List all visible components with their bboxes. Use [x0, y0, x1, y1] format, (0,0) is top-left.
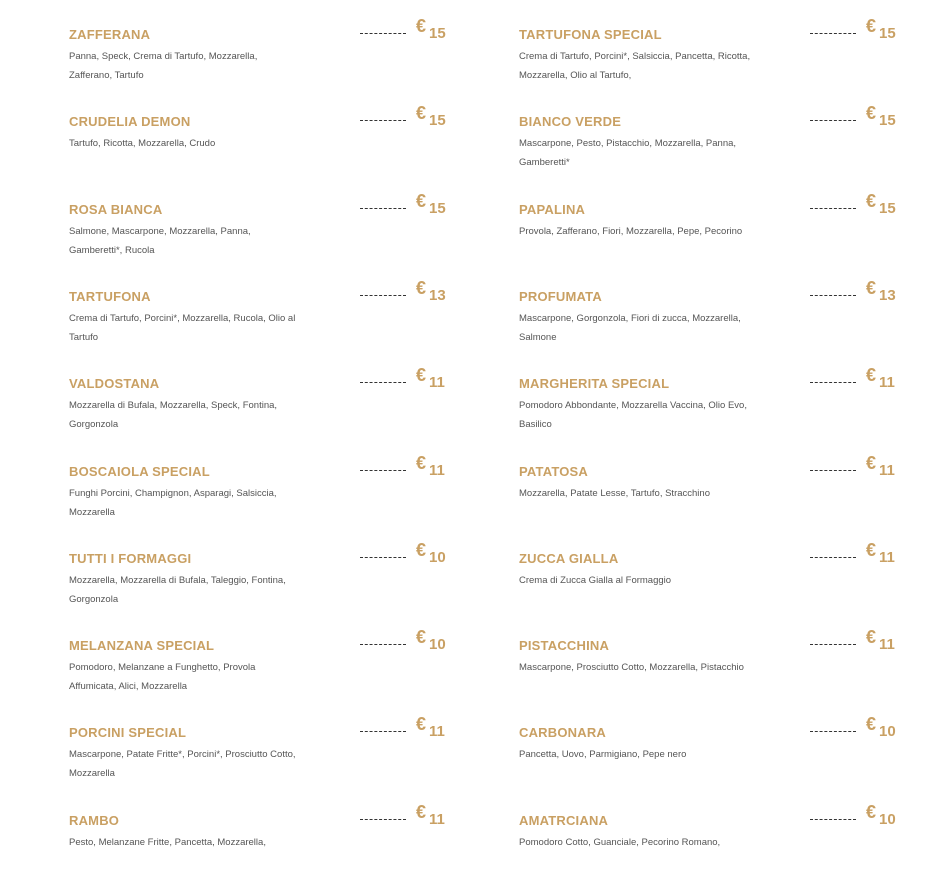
item-price	[416, 278, 446, 304]
price-amount: 11	[429, 723, 445, 740]
item-price	[416, 627, 446, 653]
item-ingredients: Pesto, Melanzane Fritte, Pancetta, Mozzarella,	[69, 837, 266, 848]
euro-symbol: €	[416, 16, 427, 36]
item-ingredients: Mozzarella di Bufala, Mozzarella, Speck, Fontina, Gorgonzola	[69, 400, 278, 430]
item-name: CRUDELIA DEMON	[69, 114, 191, 129]
euro-symbol: €	[416, 365, 427, 385]
price-leader-dots	[360, 557, 406, 558]
price-leader-dots	[360, 470, 406, 471]
item-price	[866, 627, 895, 653]
price-amount: 11	[879, 549, 895, 566]
item-name: PROFUMATA	[519, 289, 602, 304]
euro-symbol: €	[866, 191, 877, 211]
item-ingredients: Mascarpone, Patate Fritte*, Porcini*, Prosciutto Cotto, Mozzarella	[69, 749, 296, 779]
item-ingredients: Pancetta, Uovo, Parmigiano, Pepe nero	[519, 749, 687, 760]
euro-symbol: €	[866, 16, 877, 36]
euro-symbol: €	[866, 714, 877, 734]
price-leader-dots	[810, 382, 856, 383]
menu-item	[519, 278, 919, 369]
item-price	[866, 365, 895, 391]
price-amount: 15	[879, 25, 896, 42]
euro-symbol: €	[416, 714, 427, 734]
item-price	[416, 802, 445, 828]
price-leader-dots	[810, 731, 856, 732]
menu-item	[69, 365, 469, 456]
price-leader-dots	[360, 819, 406, 820]
euro-symbol: €	[416, 540, 427, 560]
item-price	[416, 103, 446, 129]
item-ingredients: Funghi Porcini, Champignon, Asparagi, Salsiccia, Mozzarella	[69, 488, 277, 518]
item-price	[866, 191, 896, 217]
item-price	[866, 278, 896, 304]
item-name: PISTACCHINA	[519, 638, 610, 653]
price-leader-dots	[810, 208, 856, 209]
item-name: TUTTI I FORMAGGI	[69, 551, 192, 566]
price-amount: 15	[879, 112, 896, 129]
price-amount: 15	[429, 200, 446, 217]
item-ingredients: Mozzarella, Patate Lesse, Tartufo, Stracchino	[519, 488, 710, 499]
price-amount: 11	[429, 811, 445, 828]
item-price	[866, 802, 896, 828]
item-name: RAMBO	[69, 813, 120, 828]
menu-item	[69, 453, 469, 544]
price-leader-dots	[810, 819, 856, 820]
euro-symbol: €	[416, 278, 427, 298]
item-name: ZUCCA GIALLA	[519, 551, 619, 566]
item-ingredients: Crema di Zucca Gialla al Formaggio	[519, 575, 672, 586]
price-amount: 15	[429, 25, 446, 42]
item-ingredients: Crema di Tartufo, Porcini*, Salsiccia, Pancetta, Ricotta, Mozzarella, Olio al Tartufo,	[519, 51, 751, 81]
menu-item	[69, 540, 469, 631]
item-ingredients: Pomodoro Cotto, Guanciale, Pecorino Romano,	[519, 837, 721, 848]
item-name: MELANZANA SPECIAL	[69, 638, 215, 653]
item-name: BOSCAIOLA SPECIAL	[69, 464, 210, 479]
price-leader-dots	[360, 120, 406, 121]
price-leader-dots	[360, 295, 406, 296]
item-ingredients: Crema di Tartufo, Porcini*, Mozzarella, Rucola, Olio al Tartufo	[69, 313, 296, 343]
item-ingredients: Mascarpone, Prosciutto Cotto, Mozzarella, Pistacchio	[519, 662, 744, 673]
price-leader-dots	[810, 33, 856, 34]
item-price	[416, 365, 445, 391]
price-amount: 13	[429, 287, 446, 304]
item-name: ROSA BIANCA	[69, 202, 163, 217]
item-ingredients: Tartufo, Ricotta, Mozzarella, Crudo	[69, 138, 216, 149]
menu-item	[519, 714, 919, 805]
price-amount: 10	[429, 636, 446, 653]
item-name: VALDOSTANA	[69, 376, 160, 391]
menu-item	[519, 540, 919, 631]
menu-item	[69, 802, 469, 893]
item-price	[866, 453, 895, 479]
item-price	[416, 714, 445, 740]
menu-item	[519, 365, 919, 456]
price-leader-dots	[810, 470, 856, 471]
menu-item	[519, 16, 919, 107]
price-amount: 10	[879, 811, 896, 828]
item-ingredients: Panna, Speck, Crema di Tartufo, Mozzarella, Zafferano, Tartufo	[69, 51, 258, 81]
menu-item	[519, 802, 919, 893]
price-amount: 15	[429, 112, 446, 129]
item-ingredients: Mascarpone, Gorgonzola, Fiori di zucca, Mozzarella, Salmone	[519, 313, 741, 343]
item-name: TARTUFONA SPECIAL	[519, 27, 662, 42]
item-price	[866, 540, 895, 566]
menu-item	[519, 627, 919, 718]
price-amount: 15	[879, 200, 896, 217]
price-amount: 13	[879, 287, 896, 304]
item-name: BIANCO VERDE	[519, 114, 622, 129]
item-name: TARTUFONA	[69, 289, 151, 304]
price-leader-dots	[360, 382, 406, 383]
item-price	[866, 103, 896, 129]
menu-item	[519, 191, 919, 282]
menu-item	[69, 16, 469, 107]
price-leader-dots	[360, 644, 406, 645]
price-leader-dots	[360, 208, 406, 209]
item-price	[866, 16, 896, 42]
price-amount: 10	[429, 549, 446, 566]
item-price	[416, 540, 446, 566]
price-amount: 11	[429, 462, 445, 479]
euro-symbol: €	[866, 453, 877, 473]
menu-item	[69, 627, 469, 718]
menu-item	[519, 103, 919, 194]
item-price	[866, 714, 896, 740]
menu-item	[69, 191, 469, 282]
price-leader-dots	[360, 731, 406, 732]
item-name: AMATRCIANA	[519, 813, 609, 828]
item-price	[416, 191, 446, 217]
menu-item	[69, 278, 469, 369]
price-leader-dots	[810, 644, 856, 645]
item-ingredients: Provola, Zafferano, Fiori, Mozzarella, Pepe, Pecorino	[519, 226, 743, 237]
price-amount: 11	[879, 462, 895, 479]
item-ingredients: Salmone, Mascarpone, Mozzarella, Panna, Gamberetti*, Rucola	[69, 226, 251, 256]
euro-symbol: €	[416, 453, 427, 473]
item-name: MARGHERITA SPECIAL	[519, 376, 670, 391]
price-leader-dots	[810, 557, 856, 558]
euro-symbol: €	[866, 802, 877, 822]
price-leader-dots	[360, 33, 406, 34]
item-name: CARBONARA	[519, 725, 607, 740]
euro-symbol: €	[416, 191, 427, 211]
item-ingredients: Pomodoro, Melanzane a Funghetto, Provola Affumicata, Alici, Mozzarella	[69, 662, 256, 692]
euro-symbol: €	[416, 802, 427, 822]
item-name: ZAFFERANA	[69, 27, 151, 42]
menu-item	[69, 714, 469, 805]
item-ingredients: Pomodoro Abbondante, Mozzarella Vaccina, Olio Evo, Basilico	[519, 400, 747, 430]
price-leader-dots	[810, 295, 856, 296]
item-price	[416, 453, 445, 479]
euro-symbol: €	[866, 278, 877, 298]
item-price	[416, 16, 446, 42]
item-name: PAPALINA	[519, 202, 586, 217]
item-name: PORCINI SPECIAL	[69, 725, 187, 740]
price-amount: 11	[879, 374, 895, 391]
price-amount: 11	[429, 374, 445, 391]
price-amount: 11	[879, 636, 895, 653]
menu-item	[69, 103, 469, 194]
price-leader-dots	[810, 120, 856, 121]
euro-symbol: €	[866, 365, 877, 385]
euro-symbol: €	[866, 103, 877, 123]
euro-symbol: €	[416, 103, 427, 123]
price-amount: 10	[879, 723, 896, 740]
euro-symbol: €	[866, 627, 877, 647]
item-name: PATATOSA	[519, 464, 589, 479]
item-ingredients: Mascarpone, Pesto, Pistacchio, Mozzarella, Panna, Gamberetti*	[519, 138, 737, 168]
euro-symbol: €	[866, 540, 877, 560]
item-ingredients: Mozzarella, Mozzarella di Bufala, Taleggio, Fontina, Gorgonzola	[69, 575, 286, 605]
menu-item	[519, 453, 919, 544]
euro-symbol: €	[416, 627, 427, 647]
